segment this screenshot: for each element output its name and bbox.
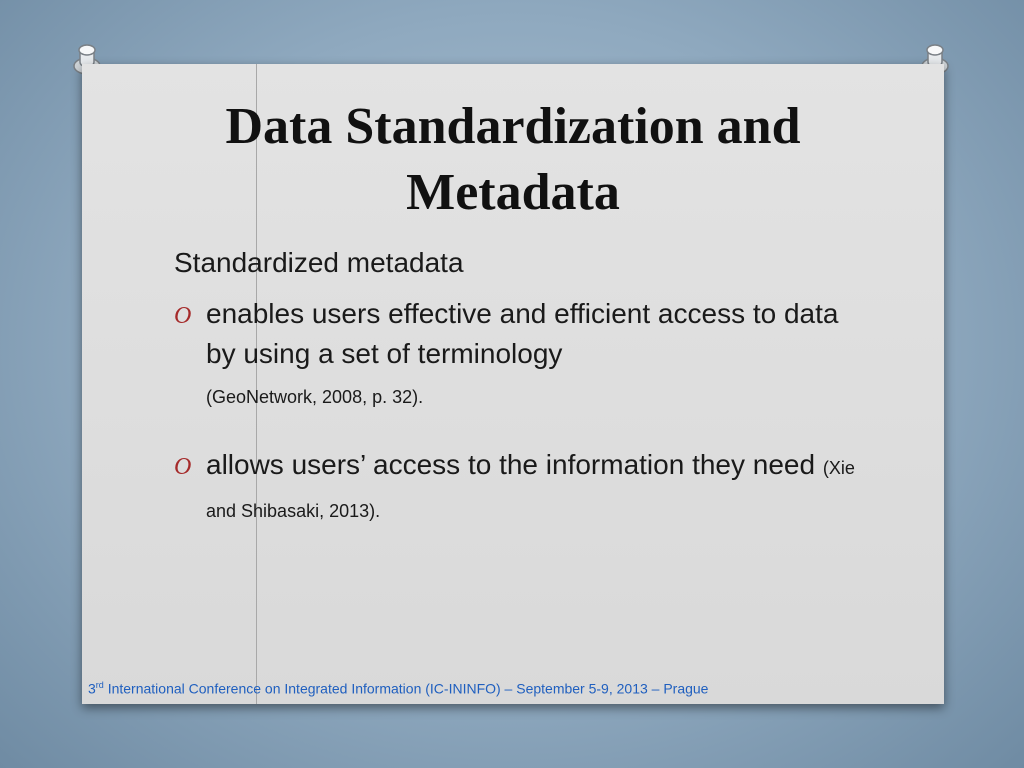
slide-title-line2: Metadata [406,164,620,221]
bullet-text: allows users’ access to the information they need [206,449,816,480]
footer-ordinal-number: 3 [88,680,96,697]
slide-page [82,64,944,704]
bullet-item [174,294,864,417]
slide-title [82,94,944,226]
footer-ordinal-suffix: rd [95,680,104,690]
bullet-citation: (GeoNetwork, 2008, p. 32). [206,387,424,407]
bullet-marker: O [174,454,192,480]
bullet-item [174,445,864,531]
footer-conference-name: International Conference on Integrated Information (IC-ININFO) – September 5-9, 2013 – Prague [103,680,709,697]
bullet-marker: O [174,303,192,329]
slide-title-line1: Data Standardization and [225,98,801,155]
intro-text: Standardized metadata [174,247,464,278]
bullet-text: enables users effective and efficient access to data by using a set of terminology [206,298,839,369]
footer-text [88,680,708,697]
bullet-citation: (Xie and Shibasaki, 2013). [206,458,855,521]
